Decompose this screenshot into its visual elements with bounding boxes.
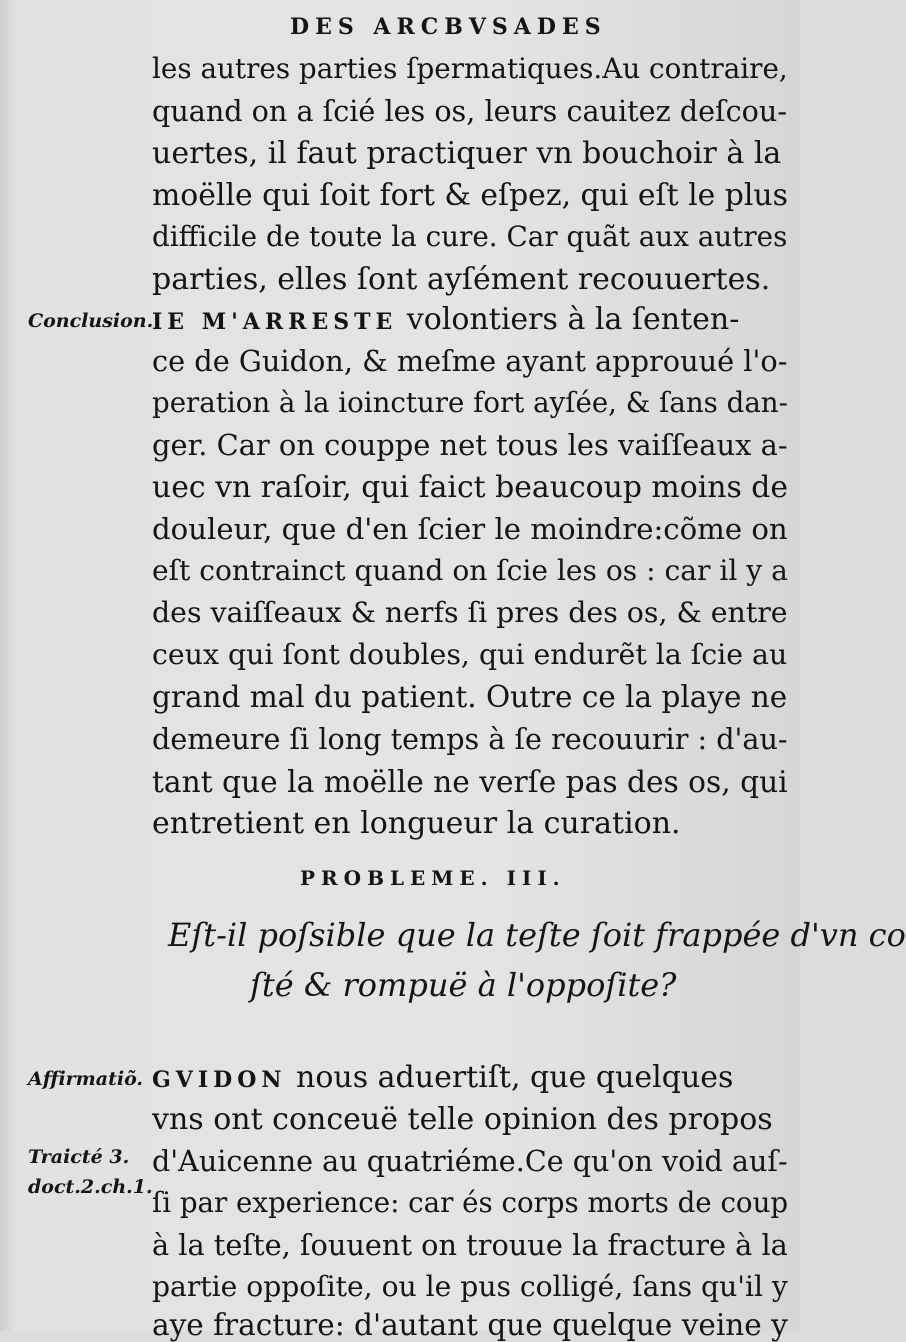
text-line: vns ont conceuë telle opinion des propos — [152, 1102, 773, 1137]
text-line: tant que la moëlle ne verſe pas des os, qui — [152, 764, 788, 799]
margin-note-reference: doct.2.ch.1. — [28, 1176, 153, 1198]
text-line: ce de Guidon, & meſme ayant approuué l'o- — [152, 344, 788, 378]
running-head: DES ARCBVSADES — [290, 14, 607, 40]
margin-note-reference: Traicté 3. — [28, 1146, 130, 1168]
text-line: ger. Car on couppe net tous les vaiſſeaux a- — [152, 428, 788, 462]
text-line: entretient en longueur la curation. — [152, 806, 681, 841]
text-line: des vaiſſeaux & nerfs ſi pres des os, & entre — [152, 596, 788, 629]
text-line: peration à la ioincture fort ayſée, & ſans dan- — [152, 386, 788, 419]
text-line: uec vn raſoir, qui faict beaucoup moins de — [152, 470, 789, 505]
text-line: partie oppoſite, ou le pus colligé, ſans qu'il y — [152, 1270, 788, 1303]
text-line: parties, elles ſont ayſément recouuertes. — [152, 262, 771, 297]
paragraph-opening — [152, 1060, 733, 1095]
text-line: ceux qui ſont doubles, qui endurẽt la ſcie au — [152, 638, 788, 671]
question-line: Eſt-il poſsible que la teſte ſoit frappée d'vn co — [168, 916, 906, 954]
question-line: ſté & rompuë à l'oppoſite? — [250, 966, 677, 1004]
text-line: demeure ſi long temps à ſe recouurir : d'au- — [152, 722, 788, 756]
margin-note-affirmatio: Affirmatiõ. — [28, 1068, 144, 1090]
text-line: eſt contrainct quand on ſcie les os : car il y a — [152, 554, 788, 587]
text-line: douleur, que d'en ſcier le moindre:cõme on — [152, 512, 788, 546]
text-line: aye fracture: d'autant que quelque veine y — [152, 1308, 788, 1342]
opening-rest: nous aduertiſt, que quelques — [286, 1060, 734, 1095]
text-line: moëlle qui ſoit fort & eſpez, qui eſt le plus — [152, 178, 788, 213]
paragraph-opening — [152, 302, 739, 337]
opening-small-caps: IE M'ARRESTE — [152, 309, 398, 335]
text-line: difficile de toute la cure. Car quãt aux autres — [152, 220, 788, 253]
text-line: d'Auicenne au quatriéme.Ce qu'on void auſ- — [152, 1144, 788, 1178]
opening-small-caps: GVIDON — [152, 1067, 287, 1093]
text-line: uertes, il faut practiquer vn bouchoir à la — [152, 136, 782, 171]
text-line: quand on a ſcié les os, leurs cauitez deſcou- — [152, 94, 787, 128]
opening-rest: volontiers à la ſenten- — [397, 302, 740, 337]
text-line: grand mal du patient. Outre ce la playe ne — [152, 680, 788, 714]
margin-note-conclusion: Conclusion. — [28, 310, 154, 332]
text-line: ſi par experience: car és corps morts de coup — [152, 1186, 789, 1219]
text-line: à la teſte, ſouuent on trouue la fracture à la — [152, 1228, 788, 1262]
section-heading: PROBLEME. III. — [300, 866, 566, 890]
text-line: les autres parties ſpermatiques.Au contraire, — [152, 52, 788, 85]
